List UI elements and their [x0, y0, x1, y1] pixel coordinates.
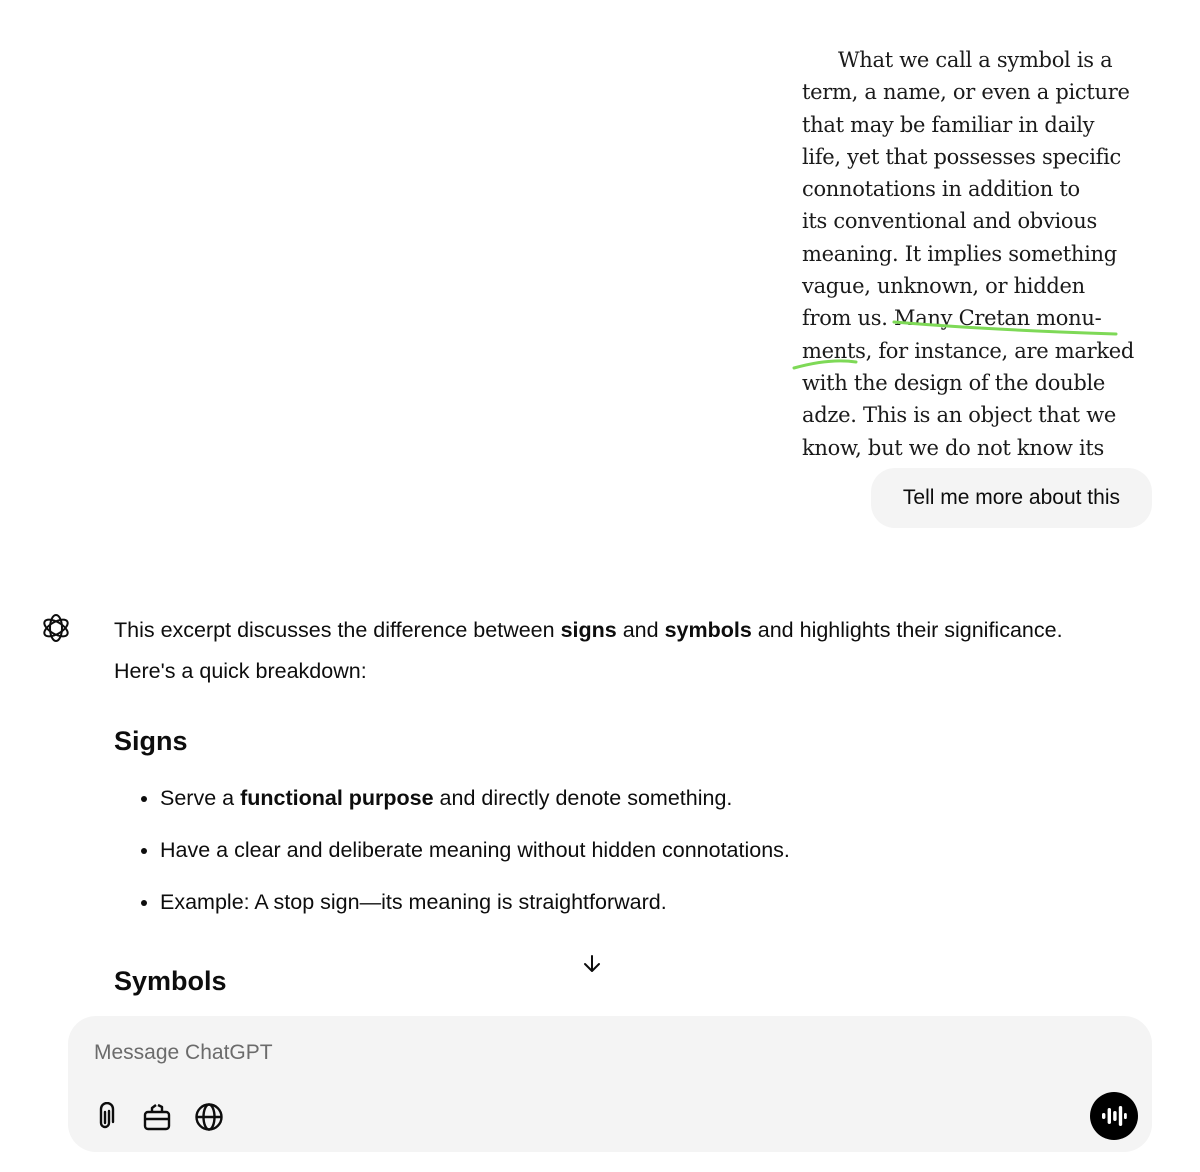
assistant-message	[114, 610, 1074, 998]
globe-icon	[194, 1102, 224, 1132]
assistant-intro: This excerpt discusses the difference between signs and symbols and highlights their significance. Here's a quick breakdown:	[114, 618, 1063, 683]
signs-list	[114, 772, 1074, 928]
toolbox-icon	[142, 1102, 172, 1132]
list-item: • Example: A stop sign—its meaning is straightforward.	[160, 876, 1074, 928]
excerpt-line: with the design of the double	[802, 370, 1106, 395]
excerpt-line: ments, for instance, are marked	[802, 338, 1135, 363]
excerpt-text	[802, 44, 1134, 464]
user-message-bubble: Tell me more about this	[871, 468, 1152, 528]
symbols-heading: Symbols	[114, 966, 227, 996]
excerpt-line: term, a name, or even a picture	[802, 80, 1130, 105]
paperclip-icon	[92, 1102, 118, 1132]
excerpt-line: life, yet that possesses specific	[802, 144, 1121, 169]
excerpt-line: know, but we do not know its	[802, 435, 1105, 460]
excerpt-line: adze. This is an object that we	[802, 403, 1116, 428]
message-input[interactable]	[92, 1032, 996, 1074]
signs-heading: Signs	[114, 726, 188, 756]
excerpt-line: that may be familiar in daily	[802, 112, 1095, 137]
list-item: • Serve a functional purpose and directly denote something.	[160, 772, 1074, 824]
voice-waveform-icon	[1101, 1105, 1127, 1127]
excerpt-line: meaning. It implies something	[802, 241, 1117, 266]
excerpt-line: connotations in addition to	[802, 177, 1080, 202]
attached-excerpt-image[interactable]	[790, 40, 1140, 465]
message-composer	[68, 1016, 1152, 1152]
attach-button[interactable]	[88, 1100, 122, 1134]
excerpt-line: from us. Many Cretan monu-	[802, 306, 1102, 331]
list-item: • Have a clear and deliberate meaning without hidden connotations.	[160, 824, 1074, 876]
scroll-to-bottom-button[interactable]	[574, 946, 610, 982]
excerpt-line: What we call a symbol is a	[838, 48, 1113, 72]
excerpt-line: its conventional and obvious	[802, 209, 1097, 234]
openai-logo-icon	[40, 612, 72, 644]
arrow-down-icon	[581, 953, 603, 975]
tools-button[interactable]	[140, 1100, 174, 1134]
voice-mode-button[interactable]	[1090, 1092, 1138, 1140]
excerpt-line: vague, unknown, or hidden	[802, 274, 1085, 299]
web-search-button[interactable]	[192, 1100, 226, 1134]
